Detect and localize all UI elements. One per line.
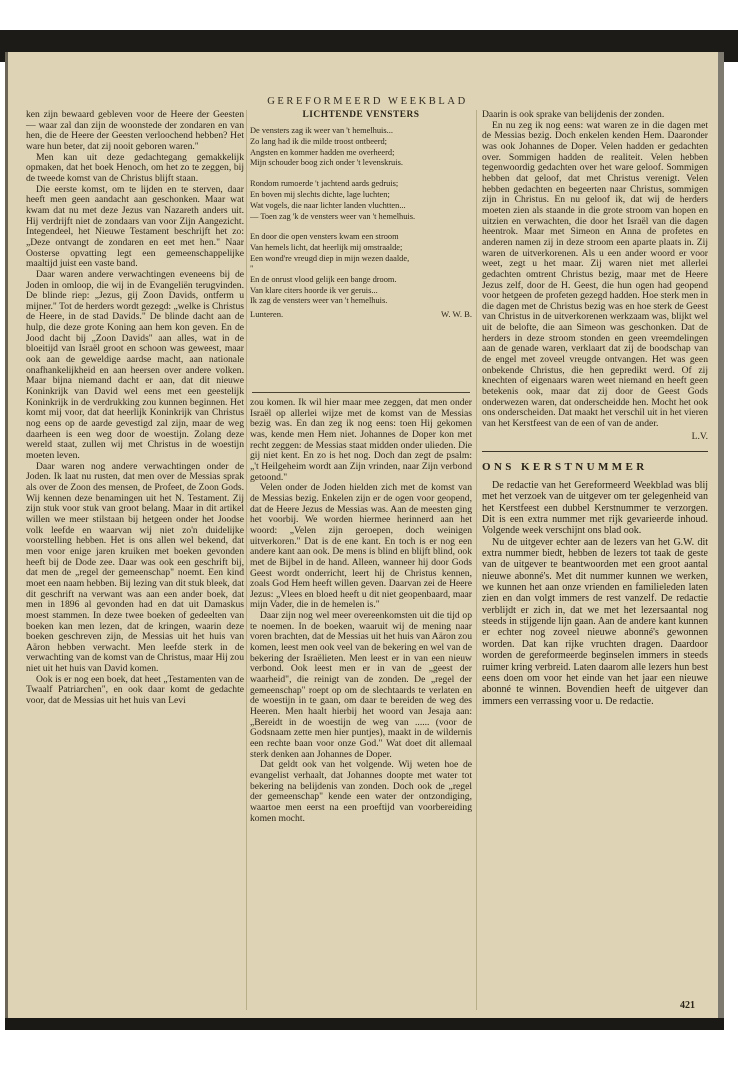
article-initials: L.V. <box>691 430 708 442</box>
paragraph: De redactie van het Gereformeerd Weekblad was blij met het verzoek van de uitgever om ter gelegenheid van het Kerstfeest een dubbel Kerstnummer te verzorgen. Dit is een extra nummer met rijk gevarieerde inhoud. Volgende week verschijnt ons blad ook. <box>482 480 708 537</box>
poem-signature <box>250 309 472 319</box>
poem-stanza <box>250 179 472 222</box>
poem-line: En door die open vensters kwam een stroom <box>250 232 399 242</box>
paragraph: Ook is er nog een boek, dat heet „Testamenten van de Twaalf Patriarchen", en ook daar komt de gedachte voor, dat de Messias uit het huis van Levi <box>26 673 244 707</box>
page-header: GEREFORMEERD WEEKBLAD <box>267 96 468 107</box>
column-divider-2 <box>476 110 477 1010</box>
column-3 <box>482 110 708 707</box>
paragraph: Daar waren andere verwachtingen eveneens bij de Joden in omloop, die wij in de Evangeliën terugvinden. De blinde riep: „Jezus, gij Zoon Davids, ontferm u mijner." Tot de herders wordt gezegd: „welke is Christus de Heere, in de stad Davids." De blinde dacht aan de hulp, die deze grote Koning aan hem kon geven. En de Jood dacht bij „Zoon Davids" aan alles, wat in de bloeitijd van Israël groot en schoon was geweest, maar ook aan de geweldige aardse macht, aan nationale onafhankelijkheid en aan heersen over andere volken. Maar bijna niemand dacht er aan, dat dit nieuwe Koninkrijk van David wel eens met een geestelijk Koninkrijk in de verdrukking zou kunnen beginnen. Het komt mij voor, dat dat heerlijk Koninkrijk van Christus nog eens op de aarde gevestigd zal zijn, maar de weg daarheen is een weg door de woestijn. Zolang deze wereld staat, zullen wij met Christus in de woestijn moeten leven. <box>26 268 244 461</box>
paragraph: Daar waren nog andere verwachtingen onder de Joden. Ik laat nu rusten, dat men over de Messias sprak als over de Zoon des mensen, de Profeet, de Zoon Gods. Wij kennen deze benamingen uit het N. Testament. Zij zijn stuk voor stuk van groot belang. Maar in dit artikel willen we meer stilstaan bij hetgeen onder het Joodse volk leefde en waarvan wij niet zo'n duidelijke voorstelling hebben. Het is ons allen wel bekend, dat men voor enige jaren kruiken met boeken gevonden heeft bij de Dode zee. Daar was ook een geschrift bij, dat men de „regel der gemeenschap" noemt. Een kind moet een naam hebben. Bij lezing van dit stuk bleek, dat dit geschrift na verwant was aan een ander boek, dat men in 1896 al gevonden had en dat uit Damaskus moest stammen. In deze twee boeken of gedeelten van boeken kan men lezen, dat de kringen, waarin deze boeken geschreven zijn, de Messias uit het huis van Aäron hebben verwacht. Men leefde sterk in de verwachting van de komst van de Christus, maar Hij zou niet uit het huis van David komen. <box>26 460 244 675</box>
poem-line: — Toen zag 'k de vensters weer van 't hemelhuis. <box>250 211 416 221</box>
poem-line: De vensters zag ik weer van 't hemelhuis... <box>250 126 393 135</box>
poem-line: Van hemels licht, dat heerlijk mij omstraalde; <box>250 243 403 253</box>
poem-stanza <box>250 126 472 169</box>
poem-line: Een wond're vreugd diep in mijn wezen daalde, <box>250 253 410 263</box>
poem-box <box>250 110 472 390</box>
poem-line: Zo lang had ik die milde troost ontbeerd; <box>250 136 387 146</box>
paragraph: En nu zeg ik nog eens: wat waren ze in die dagen met de Messias bezig. Doch enkelen kenden Hem. Daaronder was ook Johannes de Doper. Velen hadden er gedachten over. Sommigen hadden de realiteit. Velen hebben tegenwoordig gedachten over het ware geloof. Sommigen hebben dat geloof, dat met Christus verenigt. Velen hebben gedachten en begeerten naar Christus, sommigen zijn in Christus. En nu geloof ik, dat wij de herders moeten zien als staande in die grote stroom van hopen en uitzien en verwachten, die door het Israël van die dagen heentrok. Maar met Simeon en Anna de profetes en anderen namen zij in deze stroom een aparte plaats in. Zij waren de uitverkorenen. Als u een ander woord er voor weet, zegt u het maar. Zij waren niet met allerlei gedachten omtrent Christus bezig, maar met de Heere Jezus zelf, door de H. Geest, die hun ogen had geopend voor hetgeen de profeten gezegd hadden. Hoe sterk men in die dagen met de Christus bezig was en hoe sterk de Geest van Christus in de uitverkorenen werkzaam was, blijkt wel uit de belofte, die aan Simeon was geschonken. Dat de herders in deze stroom stonden en geen vreemdelingen aan de genade waren, verklaart dat zij de boodschap van de engel met zoveel vreugde ontvangen. Het was geen onbekende Christus, die hen gepredikt werd. Of zij knechten of eigenaars waren weet niemand en heeft geen betekenis ook, maar dat zij door de Geest Gods onderwezen waren, dat onderscheidde hen. Mocht het ook ons onderscheiden. Dat maakt het verschil uit in het vieren van het Kerstfeest van de een of van de ander. <box>482 119 708 430</box>
column-2 <box>250 398 472 824</box>
page-number: 421 <box>680 1000 695 1011</box>
poem-mark: " <box>250 263 254 273</box>
paragraph: Velen onder de Joden hielden zich met de komst van de Messias bezig. Enkelen zijn er de ogen voor geopend, dat de Heere Jezus de Messias was. Aan de meesten ging het voorbij. We worden hiermee herinnerd aan het woord: „Velen zijn geroepen, doch weinigen uitverkoren." Dat is de ene kant. En toch is er nog een andere kant aan ook. De mens is blind en blijft blind, ook met de Bijbel in de hand. Alleen, wanneer hij door Gods Geest wordt onderricht, leert hij de Christus kennen, zoals God Hem heeft willen geven. Daarvan zei de Heere Jezus: „Vlees en bloed heeft u dit niet geopenbaard, maar mijn Vader, die in de hemelen is." <box>250 482 472 611</box>
scan-bottom-band <box>5 1018 724 1030</box>
paragraph: zou komen. Ik wil hier maar mee zeggen, dat men onder Israël op allerlei wijze met de komst van de Messias bezig was. En dan zeg ik nog eens: toen Hij gekomen was, kende men Hem niet. Johannes de Doper kon met recht zeggen: de Messias staat midden onder ulieden. Die gij niet kent. En zo is het nog. Doch dan zegt de psalm: „'t Heilgeheim wordt aan Zijn vrinden, naar Zijn verbond getoond." <box>250 397 472 483</box>
poem-line: En de onrust vlood gelijk een bange droom. <box>250 274 397 284</box>
poem-place: Lunteren. <box>250 309 284 320</box>
poem-line: Ik zag de vensters weer van 't hemelhuis. <box>250 296 388 306</box>
column-1 <box>26 110 244 707</box>
paragraph: Daarin is ook sprake van belijdenis der zonden. <box>482 109 665 120</box>
poem-bottom-rule <box>252 392 470 393</box>
poem-line: En boven mij slechts dichte, lage luchten; <box>250 189 390 199</box>
section-heading: ONS KERSTNUMMER <box>482 461 648 474</box>
paragraph: Dat geldt ook van het volgende. Wij weten hoe de evangelist verhaalt, dat Johannes doopte met water tot bekering na belijdenis van zonden. Doch ook de „regel der gemeenschap" kende een water der ontzondiging, waartoe men eerst na een proeftijd van voorbereiding komen mocht. <box>250 759 472 824</box>
paragraph: Men kan uit deze gedachtegang gemakkelijk opmaken, dat het boek Henoch, om het zo te zeggen, bij de tweede komst van de Christus blijft staan. <box>26 151 244 184</box>
poem-line: Rondom rumoerde 't jachtend aards gedruis; <box>250 179 399 189</box>
poem-stanza <box>250 275 472 307</box>
paragraph: Nu de uitgever echter aan de lezers van het G.W. dit extra nummer biedt, hebben de lezers tot taak de geste van de uitgever te beantwoorden met een groot aantal nieuwe abonné's. Met dit nummer kunnen we werken, we kunnen het aan onze vrienden en familieleden laten zien en dan volgt immers de rest vanzelf. De redactie verblijdt er zich in, dat we met het lezersaantal nog steeds in stijgende lijn gaan. Aan de andere kant kunnen er echter nog zoveel nieuwe abonné's gewonnen worden. Dat kan rijke vruchten dragen. Daardoor worden de gereformeerde beginselen immers in steeds ruimer kring verbreid. Laten daarom alle lezers hun best eens doen om voor het einde van het jaar een nieuwe abonné te winnen. Bovendien heeft de uitgever dan immers een verrassing voor u. De redactie. <box>482 536 708 707</box>
poem-line: Wat vogels, die naar lichter landen vluchtten... <box>250 200 406 210</box>
paragraph: Die eerste komst, om te lijden en te sterven, daar heeft men geen aandacht aan geschonken. Maar wat kwam dat nu met deze Jezus van Nazareth anders uit. Hij verdrijft niet de zondaars van voor Zijn Aangezicht. Integendeel, het Nieuwe Testament beschrijft het zo: „Deze ontvangt de zondaren en eet met hen." Naar Oosterse opvatting legt een gemeenschappelijke maaltijd juist een vaste band. <box>26 183 244 270</box>
poem-stanza <box>250 232 472 272</box>
column-divider-1 <box>246 110 247 1010</box>
poem-line: Angsten en kommer hadden me overheerd; <box>250 147 395 157</box>
newspaper-page <box>5 52 724 1030</box>
paragraph: Daar zijn nog wel meer overeenkomsten uit die tijd op te noemen. In de boeken, waaruit wij de mening naar voren brachten, dat de Messias uit het huis van Aäron zou komen, leest men ook veel van de bekering en wel van de bekering der Israëlieten. Men leest er in van een nieuw verbond. Ook leest men er in van de „geest der waarheid", die reinigt van de zonden. De „regel der gemeenschap" roept op om de slechtaards te verlaten en de woestijn in te gaan, om daar te bereiden de weg des Heeren. Men haalt hierbij het woord van Jesaja aan: „Bereidt in de woestijn de weg van ...... (voor de Godsnaam zette men hier puntjes), maakt in de wildernis een rechte baan voor onze God." Wat doet dit allemaal sterk denken aan Johannes de Doper. <box>250 610 472 760</box>
poem-author: W. W. B. <box>441 309 472 320</box>
poem-line: Mijn schouder boog zich onder 't levenskruis. <box>250 158 403 168</box>
kerst-article <box>482 480 708 707</box>
poem-title: LICHTENDE VENSTERS <box>302 110 420 120</box>
paragraph: ken zijn bewaard gebleven voor de Heere der Geesten — waar zal dan zijn de woonstede der zondaren en van hen, die de Heere der Geesten verloochend hebben? Het ware hun beter, dat zij nooit geboren waren." <box>26 109 244 152</box>
poem-line: Van klare citers hoorde ik ver geruis... <box>250 285 378 295</box>
section-rule <box>482 451 708 452</box>
